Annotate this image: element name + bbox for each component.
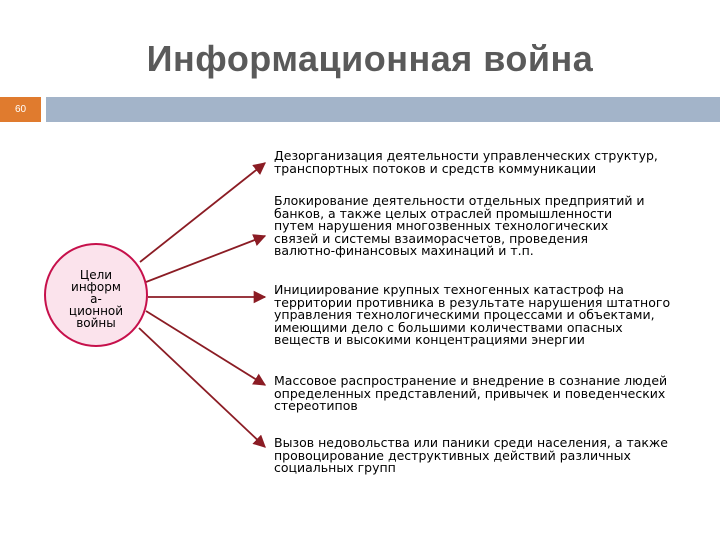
arrow-to-item-4 — [146, 311, 265, 385]
item-text-line: определенных представлений, привычек и поведенческих — [274, 385, 666, 401]
goal-label — [46, 269, 146, 329]
item-text-line: валютно-финансовых махинаций и т.п. — [274, 243, 534, 259]
item-text-line: банков, а также целых отраслей промышленности — [274, 205, 613, 221]
goal-label-line: Цели — [79, 268, 113, 282]
item-text-line: Дезорганизация деятельности управленческих структур, — [274, 148, 658, 163]
item-text-line: транспортных потоков и средств коммуникации — [274, 160, 597, 176]
goal-label-line: информ — [71, 280, 121, 294]
item-text-line: Инициирование крупных техногенных катастроф на — [274, 282, 624, 297]
item-text-line: территории противника в результате нарушения штатного — [274, 294, 671, 310]
item-panic — [274, 437, 694, 475]
goal-label-line: а- — [90, 292, 102, 306]
item-blocking — [274, 195, 694, 258]
goal-label-line: войны — [76, 316, 116, 330]
item-text-line: Вызов недовольства или паники среди населения, а также — [274, 435, 668, 450]
item-text-line: Блокирование деятельности отдельных предприятий и — [274, 193, 645, 208]
item-text-line: Массовое распространение и внедрение в сознание людей — [274, 373, 668, 388]
item-catastrophes — [274, 284, 694, 347]
item-text-line: управления технологическими процессами и объектами, — [274, 307, 655, 323]
item-disorganization — [274, 150, 694, 175]
item-text-line: имеющими дело с большими количествами опасных — [274, 319, 623, 335]
arrow-to-item-1 — [140, 163, 265, 262]
slide-title: Информационная война — [146, 38, 594, 79]
item-text-line: стереотипов — [274, 398, 358, 414]
item-text-line: путем нарушения многозвенных технологических — [274, 218, 609, 234]
item-text-line: провоцирование деструктивных действий различных — [274, 447, 631, 463]
item-text-line: веществ и высокими концентрациями энергии — [274, 332, 585, 348]
item-mass-dissemination — [274, 375, 694, 413]
goal-label-line: ционной — [68, 304, 124, 318]
item-text-line: социальных групп — [274, 460, 396, 476]
item-text-line: связей и системы взаиморасчетов, проведения — [274, 230, 589, 246]
slide-number: 60 — [0, 97, 41, 122]
